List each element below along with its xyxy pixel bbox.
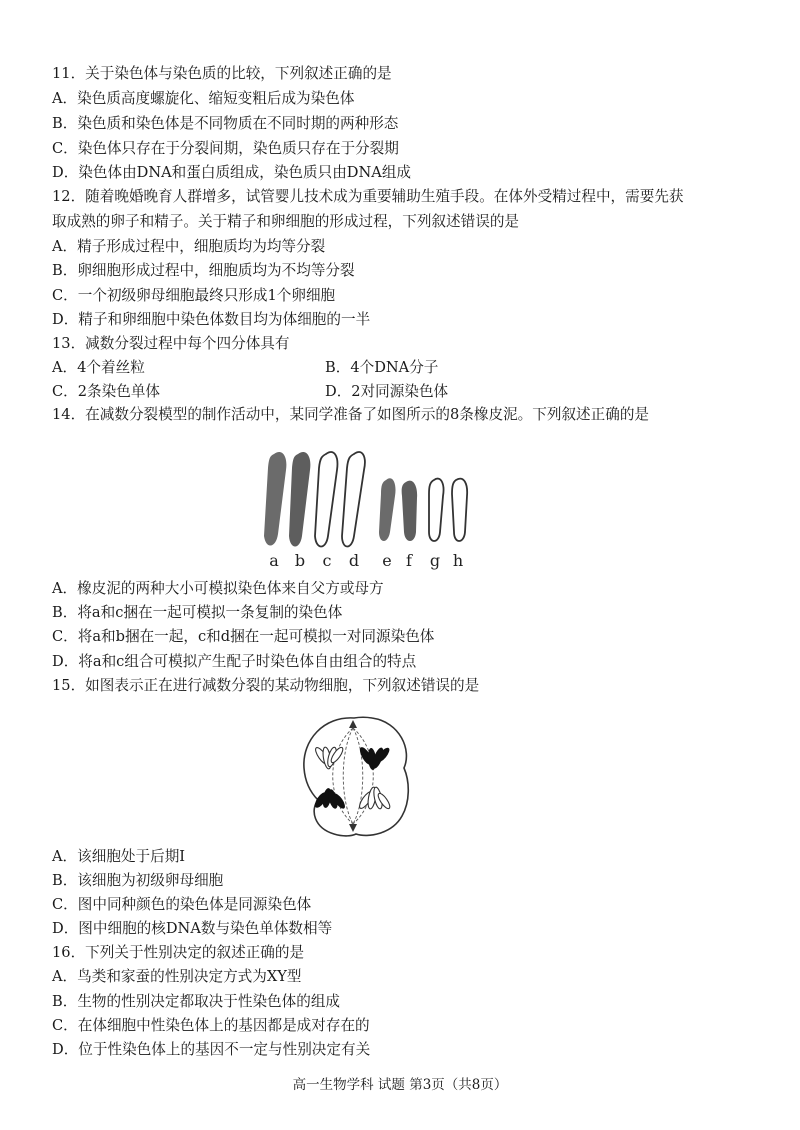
q14-option-a: A．橡皮泥的两种大小可模拟染色体来自父方或母方 (52, 580, 384, 597)
dividing-cell-figure (296, 712, 414, 840)
q14-stem: 14．在减数分裂模型的制作活动中，某同学准备了如图所示的8条橡皮泥。下列叙述正确的是 (52, 406, 650, 423)
q14-option-b: B．将a和c捆在一起可模拟一条复制的染色体 (52, 604, 343, 621)
q13-option-b: B．4个DNA分子 (325, 359, 439, 376)
clay-label-h: h (452, 551, 464, 570)
clay-strip-c (315, 452, 337, 547)
clay-strip-d (342, 452, 365, 547)
clay-label-d: d (348, 551, 360, 570)
q16-option-b: B．生物的性别决定都取决于性染色体的组成 (52, 993, 341, 1010)
clay-label-f: f (406, 551, 412, 570)
q12-option-a: A．精子形成过程中，细胞质均为均等分裂 (52, 238, 326, 255)
q13-option-a: A．4个着丝粒 (52, 359, 145, 376)
q11-option-d: D．染色体由DNA和蛋白质组成，染色质只由DNA组成 (52, 164, 412, 181)
q13-stem: 13．减数分裂过程中每个四分体具有 (52, 335, 290, 352)
q15-stem: 15．如图表示正在进行减数分裂的某动物细胞，下列叙述错误的是 (52, 677, 480, 694)
q12-option-d: D．精子和卵细胞中染色体数目均为体细胞的一半 (52, 311, 371, 328)
clay-label-g: g (429, 551, 441, 570)
clay-label-c: c (322, 551, 332, 570)
clay-strip-b (289, 452, 310, 547)
q11-stem: 11．关于染色体与染色质的比较，下列叙述正确的是 (52, 65, 392, 82)
q13-option-c: C．2条染色单体 (52, 383, 161, 400)
clay-strip-f (402, 481, 417, 541)
page-footer: 高一生物学科 试题 第3页（共8页） (292, 1077, 508, 1093)
clay-label-b: b (294, 551, 306, 570)
q12-option-c: C．一个初级卵母细胞最终只形成1个卵细胞 (52, 287, 336, 304)
clay-label-e: e (382, 551, 392, 570)
q16-option-d: D．位于性染色体上的基因不一定与性别决定有关 (52, 1041, 371, 1058)
clay-strip-g (429, 479, 444, 541)
q11-option-b: B．染色质和染色体是不同物质在不同时期的两种形态 (52, 115, 399, 132)
q12-stem-line1: 12．随着晚婚晚育人群增多，试管婴儿技术成为重要辅助生殖手段。在体外受精过程中，需要先获 (52, 188, 684, 205)
clay-strip-a (264, 452, 286, 546)
q11-option-c: C．染色体只存在于分裂间期，染色质只存在于分裂期 (52, 140, 399, 157)
clay-strip-e (379, 478, 396, 541)
q12-stem-line2: 取成熟的卵子和精子。关于精子和卵细胞的形成过程，下列叙述错误的是 (52, 213, 520, 230)
q14-option-c: C．将a和b捆在一起，c和d捆在一起可模拟一对同源染色体 (52, 628, 435, 645)
q16-option-a: A．鸟类和家蚕的性别决定方式为XY型 (52, 968, 302, 985)
q16-option-c: C．在体细胞中性染色体上的基因都是成对存在的 (52, 1017, 370, 1034)
q15-option-a: A．该细胞处于后期Ⅰ (52, 848, 186, 865)
clay-label-a: a (269, 551, 279, 570)
q11-option-a: A．染色质高度螺旋化、缩短变粗后成为染色体 (52, 90, 355, 107)
clay-strip-h (452, 479, 467, 541)
q13-options-row1 (52, 357, 760, 379)
clay-strips-figure (258, 444, 480, 572)
q15-option-d: D．图中细胞的核DNA数与染色单体数相等 (52, 920, 333, 937)
q13-option-d: D．2对同源染色体 (325, 383, 449, 400)
q16-stem: 16．下列关于性别决定的叙述正确的是 (52, 944, 305, 961)
q12-option-b: B．卵细胞形成过程中，细胞质均为不均等分裂 (52, 262, 355, 279)
q13-options-row2 (52, 381, 760, 403)
q15-option-b: B．该细胞为初级卵母细胞 (52, 872, 224, 889)
q15-option-c: C．图中同种颜色的染色体是同源染色体 (52, 896, 312, 913)
q14-option-d: D．将a和c组合可模拟产生配子时染色体自由组合的特点 (52, 653, 417, 670)
